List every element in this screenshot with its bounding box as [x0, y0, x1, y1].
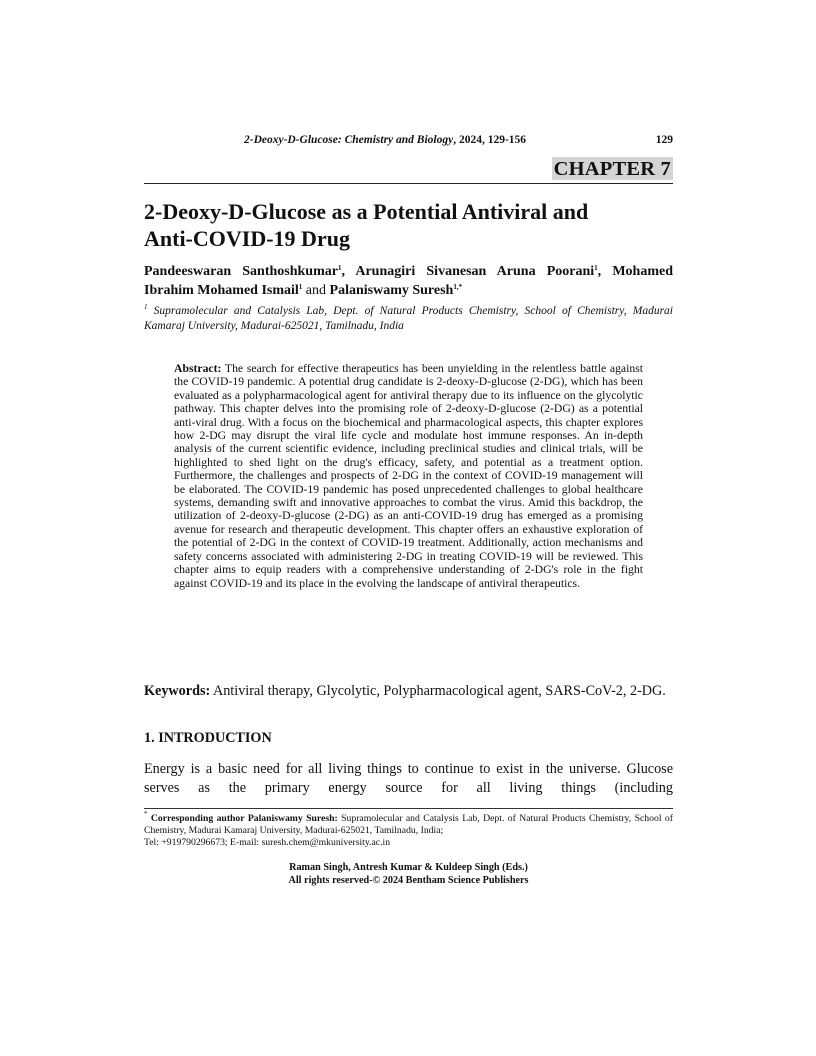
- footnote-text: Supramolecular and Catalysis Lab, Dept. of Natural Products Chemistry, School of Chemistry, Madurai Kamaraj University, Madurai-625021, Tamilnadu, India;: [144, 813, 674, 836]
- author-list: [144, 262, 673, 300]
- author-affil-mark: 1,*: [453, 283, 463, 291]
- keywords-label: Keywords:: [144, 683, 211, 699]
- chapter-label-box: [552, 158, 673, 181]
- author-name: Palaniswamy Suresh: [329, 283, 454, 298]
- section-heading-introduction: 1. INTRODUCTION: [144, 730, 272, 746]
- author-name: Arunagiri Sivanesan Aruna Poorani: [355, 264, 595, 279]
- affiliation-text: Supramolecular and Catalysis Lab, Dept. of Natural Products Chemistry, School of Chemistry, Madurai Kamaraj University, Madurai-625021, Tamilnadu, India: [144, 305, 673, 332]
- chapter-label: CHAPTER 7: [553, 158, 671, 180]
- abstract-label: Abstract:: [174, 362, 222, 375]
- author-separator: ,: [341, 264, 356, 279]
- editors-line: Raman Singh, Antresh Kumar & Kuldeep Singh (Eds.): [289, 862, 528, 873]
- introduction-paragraph: Energy is a basic need for all living things to continue to exist in the universe. Glucose serves as the primary energy source for all living things (including: [144, 761, 673, 796]
- author-affil-mark: 1: [298, 283, 303, 291]
- author-affiliation: [144, 304, 673, 334]
- footnote-contact: Tel: +919790296673; E-mail: suresh.chem@mkuniversity.ac.in: [144, 837, 391, 848]
- chapter-title-line2: Anti-COVID-19 Drug: [144, 226, 350, 251]
- running-header: [144, 134, 673, 150]
- footnote-rule: [144, 808, 673, 809]
- author-name: Mohamed Ibrahim Mohamed Ismail: [144, 264, 673, 298]
- author-separator: ,: [597, 264, 613, 279]
- author-affil-mark: 1: [594, 264, 598, 272]
- abstract-text: The search for effective therapeutics has been unyielding in the relentless battle against the COVID-19 pandemic. A potential drug candidate is 2-deoxy-D-glucose (2-DG), which has been evaluated as a polypharmacological agent for antiviral therapy due to its influence on the glycolytic pathway. This chapter delves into the promising role of 2-deoxy-D-glucose (2-DG) as a potential anti-viral drug. With a focus on the biochemical and pharmacological aspects, this chapter explores how 2-DG may disrupt the viral life cycle and modulate host immune responses. An in-depth analysis of the current scientific evidence, including preclinical studies and clinical trials, will be highlighted to shed light on the drug's efficacy, safety, and potential as a treatment option. Furthermore, the challenges and prospects of 2-DG in the context of COVID-19 management will be elaborated. The COVID-19 pandemic has posed unprecedented challenges to global healthcare systems, demanding swift and innovative approaches to combat the virus. Amid this backdrop, the utilization of 2-deoxy-D-glucose (2-DG) as an anti-COVID-19 drug has emerged as a promising avenue for research and therapeutic development. This chapter offers an exhaustive exploration of the potential of 2-DG in the context of COVID-19 treatment. Additionally, action mechanisms and safety concerns associated with administering 2-DG in treating COVID-19 will be reviewed. This chapter aims to equip readers with a comprehensive understanding of 2-DG's role in the fight against COVID-19 and its place in the evolving the landscape of antiviral therapeutics.: [174, 362, 643, 590]
- author-name: Pandeeswaran Santhoshkumar: [144, 264, 338, 279]
- footnote-label: Corresponding author Palaniswamy Suresh:: [147, 813, 338, 824]
- running-title-pages: , 2024, 129-156: [453, 134, 527, 146]
- running-title: [244, 134, 526, 146]
- abstract: [174, 362, 643, 590]
- chapter-title: [144, 198, 673, 252]
- chapter-title-line1: 2-Deoxy-D-Glucose as a Potential Antiviral and: [144, 199, 589, 224]
- header-rule: [144, 183, 673, 184]
- affiliation-mark: 1: [144, 303, 148, 311]
- author-affil-mark: 1: [337, 264, 342, 272]
- editors-copyright: [144, 861, 673, 887]
- copyright-line: All rights reserved-© 2024 Bentham Science Publishers: [288, 875, 529, 886]
- keywords: [144, 682, 673, 701]
- footnote-mark: *: [144, 810, 148, 818]
- corresponding-author-footnote: [144, 810, 674, 849]
- keywords-text: Antiviral therapy, Glycolytic, Polypharmacological agent, SARS-CoV-2, 2-DG.: [210, 683, 666, 699]
- author-conjunction: and: [302, 283, 330, 298]
- page-number: 129: [655, 134, 673, 146]
- running-title-book: 2-Deoxy-D-Glucose: Chemistry and Biology: [244, 134, 454, 146]
